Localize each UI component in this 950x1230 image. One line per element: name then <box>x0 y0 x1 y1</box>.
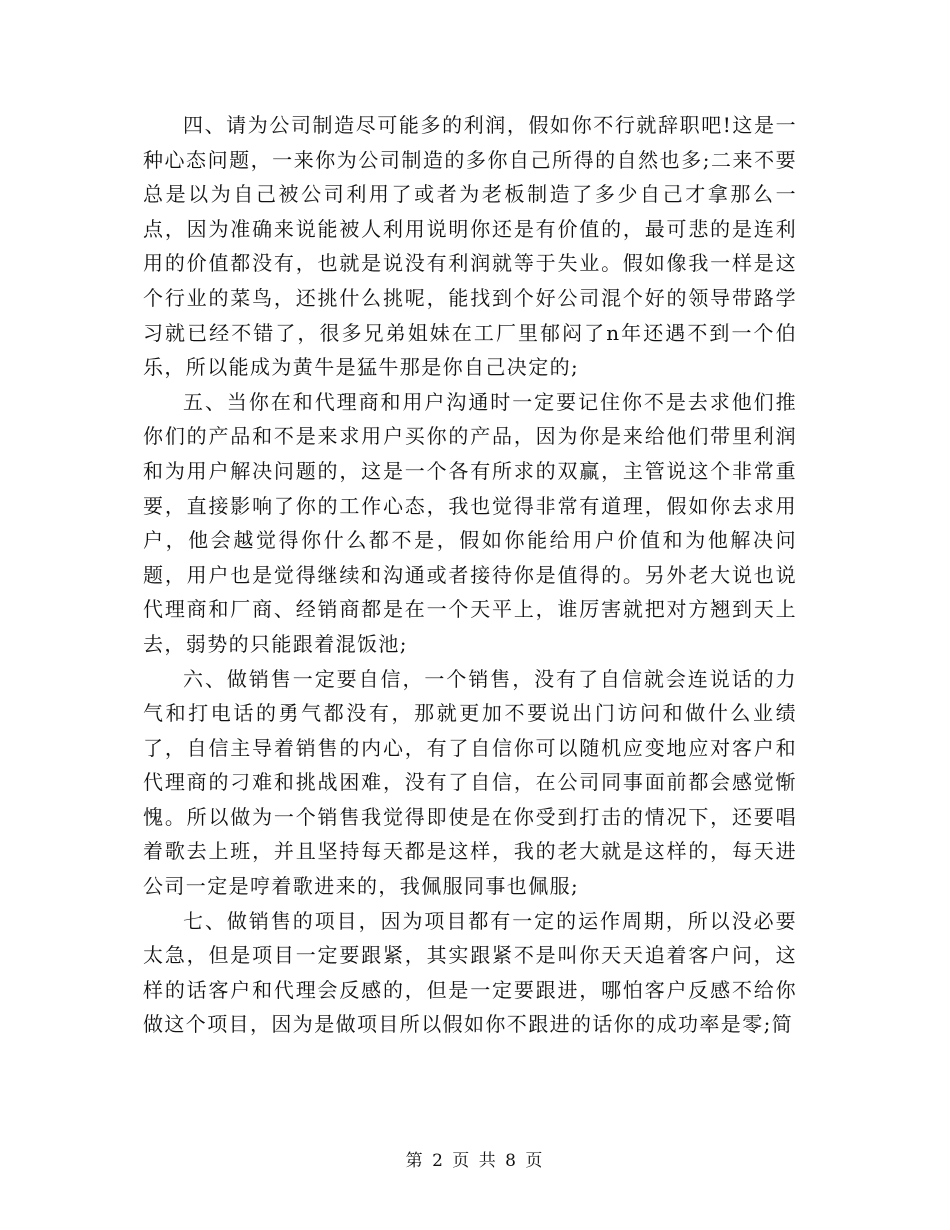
paragraph-7: 七、做销售的项目，因为项目都有一定的运作周期，所以没必要太急，但是项目一定要跟紧，其实跟紧不是叫你天天追着客户问，这样的话客户和代理会反感的，但是一定要跟进，哪怕客户反感不给你做这个项目，因为是做项目所以假如你不跟进的话你的成功率是零;简 <box>143 908 797 1037</box>
paragraph-4: 四、请为公司制造尽可能多的利润，假如你不行就辞职吧!这是一种心态问题，一来你为公司制造的多你自己所得的自然也多;二来不要总是以为自己被公司利用了或者为老板制造了多少自己才拿那么一点，因为准确来说能被人利用说明你还是有价值的，最可悲的是连利用的价值都没有，也就是说没有利润就等于失业。假如像我一样是这个行业的菜鸟，还挑什么挑呢，能找到个好公司混个好的领导带路学习就已经不错了，很多兄弟姐妹在工厂里郁闷了n年还遇不到一个伯乐，所以能成为黄牛是猛牛那是你自己决定的; <box>143 113 797 380</box>
page-number-footer: 第 2 页 共 8 页 <box>405 1151 545 1171</box>
paragraph-6: 六、做销售一定要自信，一个销售，没有了自信就会连说话的力气和打电话的勇气都没有，那就更加不要说出门访问和做什么业绩了，自信主导着销售的内心，有了自信你可以随机应变地应对客户和代理商的刁难和挑战困难，没有了自信，在公司同事面前都会感觉惭愧。所以做为一个销售我觉得即使是在你受到打击的情况下，还要唱着歌去上班，并且坚持每天都是这样，我的老大就是这样的，每天进公司一定是哼着歌进来的，我佩服同事也佩服; <box>143 666 797 899</box>
paragraph-5: 五、当你在和代理商和用户沟通时一定要记住你不是去求他们推你们的产品和不是来求用户买你的产品，因为你是来给他们带里利润和为用户解决问题的，这是一个各有所求的双赢，主管说这个非常重要，直接影响了你的工作心态，我也觉得非常有道理，假如你去求用户，他会越觉得你什么都不是，假如你能给用户价值和为他解决问题，用户也是觉得继续和沟通或者接待你是值得的。另外老大说也说代理商和厂商、经销商都是在一个天平上，谁厉害就把对方翘到天上去，弱势的只能跟着混饭池; <box>143 389 797 656</box>
document-body <box>143 108 797 1042</box>
